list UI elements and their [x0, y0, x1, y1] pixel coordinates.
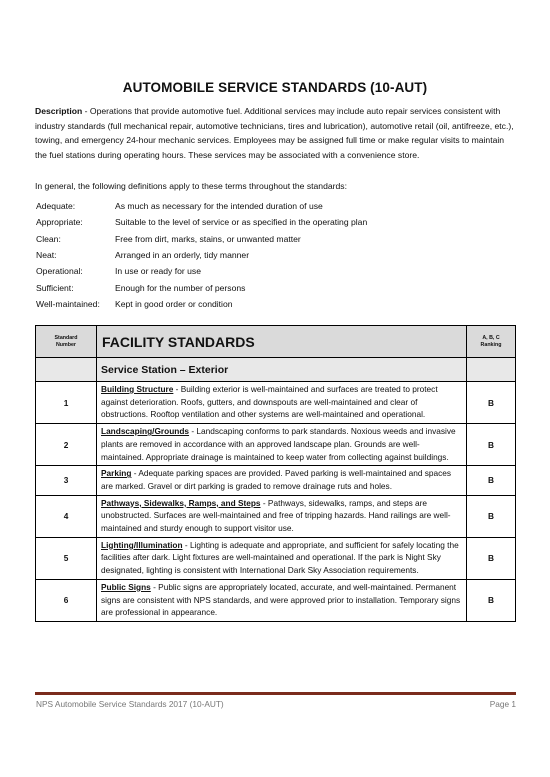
standard-label: Pathways, Sidewalks, Ramps, and Steps: [101, 497, 261, 508]
facility-standards-table: [35, 325, 516, 622]
table-row: [36, 537, 516, 579]
standard-text: Landscaping/Grounds - Landscaping conforms to park standards. Noxious weeds and invasive plants are removed in accordance with an approved landscape plan. Grounds are well-maintained. Appropriate drainage is maintained to keep water from collecting against buildings.: [97, 424, 467, 466]
definition-text: Enough for the number of persons: [115, 282, 246, 293]
table-row: [36, 579, 516, 621]
definition-term: Well-maintained:: [36, 298, 100, 309]
definition-text: Free from dirt, marks, stains, or unwanted matter: [115, 233, 301, 244]
definition-term: Operational:: [36, 266, 83, 277]
header-facility-standards: FACILITY STANDARDS: [97, 326, 467, 358]
description-label: Description: [35, 106, 83, 116]
table-row: [36, 466, 516, 495]
definition-term: Clean:: [36, 233, 61, 244]
standard-label: Landscaping/Grounds: [101, 426, 190, 437]
definition-text: Kept in good order or condition: [115, 298, 233, 309]
table-header-row: [36, 326, 516, 358]
description-text: - Operations that provide automotive fuel. Additional services may include auto repair services consistent with industry standards (full mechanical repair, automotive technicians, tires and lubrication), automotive retail (oil, antifreeze, etc.), towing, and emergency 24-hour mechanic services. Employees may be assigned full time or make regular visits to maintain the fuel stations during operating hours. These services may be associated with a convenience store.: [35, 106, 514, 160]
standard-rank: B: [467, 466, 516, 495]
standard-number: 2: [36, 424, 97, 466]
definition-term: Neat:: [36, 250, 57, 261]
standard-rank: B: [467, 537, 516, 579]
standard-number: 3: [36, 466, 97, 495]
footer-document-title: NPS Automobile Service Standards 2017 (10-AUT): [36, 699, 224, 709]
page-title: AUTOMOBILE SERVICE STANDARDS (10-AUT): [122, 80, 428, 95]
standard-text: Lighting/Illumination - Lighting is adequate and appropriate, and sufficient for safely locating the facilities after dark. Light fixtures are well-maintained and operational. If the park is Night Sky designated, lighting is consistent with International Dark Sky Association requirements.: [97, 537, 467, 579]
definition-term: Adequate:: [36, 201, 76, 212]
standard-number: 1: [36, 382, 97, 424]
section-title: Service Station – Exterior: [97, 358, 467, 382]
standard-label: Lighting/Illumination: [101, 539, 183, 550]
definition-text: Suitable to the level of service or as specified in the operating plan: [115, 217, 368, 228]
definition-row: [35, 247, 515, 263]
header-ranking: A, B, C Ranking: [467, 326, 516, 358]
definition-term: Appropriate:: [36, 217, 83, 228]
definition-text: Arranged in an orderly, tidy manner: [115, 250, 250, 261]
standard-text: Public Signs - Public signs are appropriately located, accurate, and well-maintained. Permanent signs are consistent with NPS standards, and were approved prior to installation. Temporary signs are professional in appearance.: [97, 579, 467, 621]
definition-text: As much as necessary for the intended duration of use: [115, 201, 323, 212]
section-row: [36, 358, 516, 382]
section-blank-cell: [36, 358, 97, 382]
footer-rule: [35, 692, 516, 695]
definition-row: [35, 214, 515, 230]
definitions-intro: In general, the following definitions apply to these terms throughout the standards:: [35, 181, 347, 191]
standard-number: 6: [36, 579, 97, 621]
table-row: [36, 424, 516, 466]
header-standard-number: Standard Number: [36, 326, 97, 358]
footer-page-number: Page 1: [489, 699, 516, 709]
section-blank-cell: [467, 358, 516, 382]
definition-row: [35, 198, 515, 214]
definition-row: [35, 296, 515, 312]
standard-text: Pathways, Sidewalks, Ramps, and Steps - Pathways, sidewalks, ramps, and steps are unobstructed. Surfaces are well-maintained and free of tripping hazards. Hand railings are well-maintained and sturdy enough to support visitor use.: [97, 495, 467, 537]
standard-label: Public Signs: [101, 581, 151, 592]
standard-label: Building Structure: [101, 384, 174, 394]
standard-rank: B: [467, 424, 516, 466]
standard-text: Parking - Adequate parking spaces are provided. Paved parking is well-maintained and spaces are marked. Gravel or dirt parking is graded to remove drainage ruts and holes.: [97, 466, 467, 495]
standard-number: 5: [36, 537, 97, 579]
table-row: [36, 495, 516, 537]
definition-row: [35, 263, 515, 279]
description-paragraph: [35, 104, 517, 162]
definition-row: [35, 279, 515, 295]
definitions-list: [35, 198, 515, 312]
standard-rank: B: [467, 495, 516, 537]
standard-label: Parking: [101, 468, 132, 479]
standard-rank: B: [467, 382, 516, 424]
definition-text: In use or ready for use: [115, 266, 201, 277]
standard-number: 4: [36, 495, 97, 537]
standard-rank: B: [467, 579, 516, 621]
definition-row: [35, 231, 515, 247]
definition-term: Sufficient:: [36, 282, 74, 293]
standard-text: Building Structure - Building exterior is well-maintained and surfaces are treated to protect against deterioration. Roofs, gutters, and downspouts are well-maintained and clear of obstructions. Rooftop ventilation and other systems are well-maintained and operational.: [97, 382, 467, 424]
table-row: [36, 382, 516, 424]
